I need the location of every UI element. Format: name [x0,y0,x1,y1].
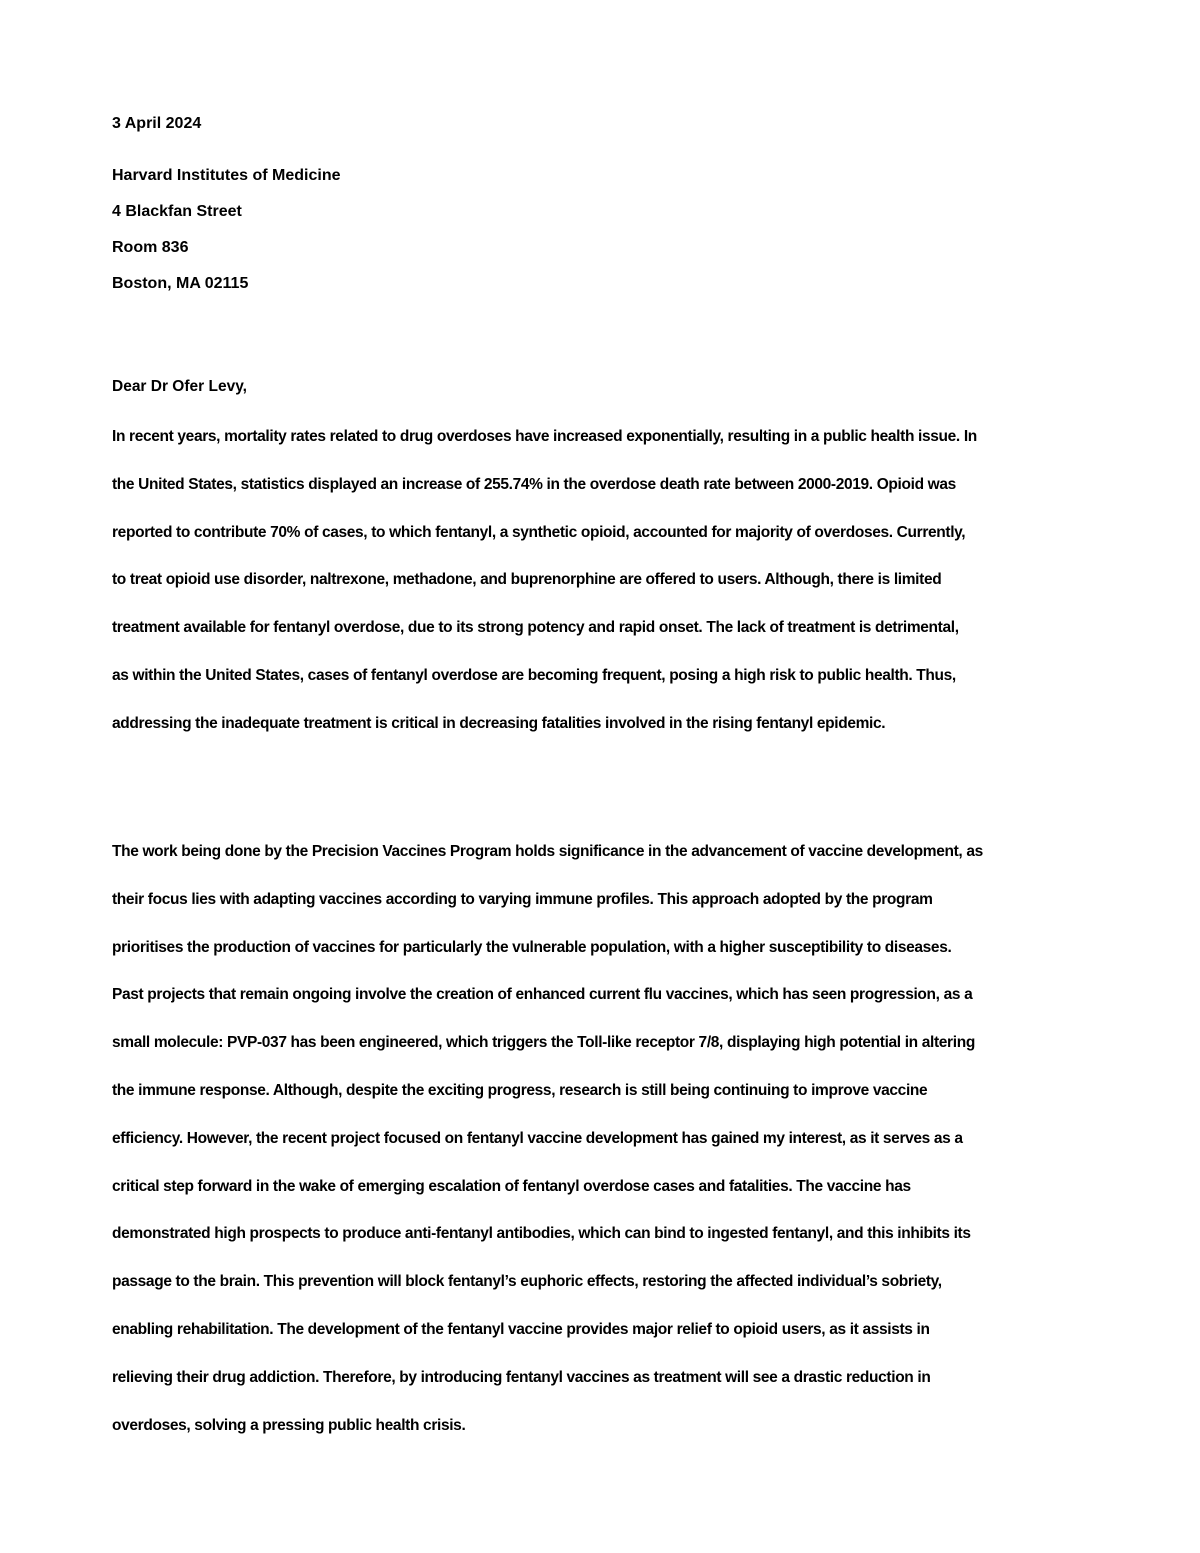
address-line-street: 4 Blackfan Street [112,203,242,220]
paragraph-line: overdoses, solving a pressing public health crisis. [112,1416,466,1434]
paragraph-line: small molecule: PVP-037 has been engineered, which triggers the Toll-like receptor 7/8, displaying high potential in altering [112,1034,975,1052]
paragraph-line: as within the United States, cases of fentanyl overdose are becoming frequent, posing a high risk to public health. Thus, [112,666,956,684]
paragraph-line: efficiency. However, the recent project focused on fentanyl vaccine development has gained my interest, as it serves as a [112,1129,963,1147]
paragraph-line: passage to the brain. This prevention will block fentanyl’s euphoric effects, restoring the affected individual’s sobriety, [112,1273,942,1291]
paragraph-line: their focus lies with adapting vaccines according to varying immune profiles. This approach adopted by the program [112,890,933,908]
address-line-room: Room 836 [112,239,189,256]
paragraph-line: Past projects that remain ongoing involve the creation of enhanced current flu vaccines, which has seen progression, as a [112,986,973,1004]
recipient-address [112,166,341,310]
paragraph-line: enabling rehabilitation. The development of the fentanyl vaccine provides major relief to opioid users, as it assists in [112,1320,930,1338]
address-line-city: Boston, MA 02115 [112,275,249,292]
paragraph-line: In recent years, mortality rates related to drug overdoses have increased exponentially, resulting in a public health issue. In [112,428,977,445]
paragraph-line: reported to contribute 70% of cases, to which fentanyl, a synthetic opioid, accounted for majority of overdoses. Currently, [112,523,966,541]
paragraph-line: demonstrated high prospects to produce anti-fentanyl antibodies, which can bind to ingested fentanyl, and this inhibits its [112,1225,971,1243]
paragraph-line: critical step forward in the wake of emerging escalation of fentanyl overdose cases and fatalities. The vaccine has [112,1177,911,1195]
body-paragraph-1 [112,427,1102,762]
paragraph-line: the United States, statistics displayed an increase of 255.74% in the overdose death rate between 2000-2019. Opioid was [112,475,956,493]
paragraph-line: The work being done by the Precision Vaccines Program holds significance in the advancement of vaccine development, as [112,843,983,860]
paragraph-line: treatment available for fentanyl overdose, due to its strong potency and rapid onset. The lack of treatment is detrimental, [112,619,959,637]
salutation: Dear Dr Ofer Levy, [112,378,247,395]
paragraph-line: relieving their drug addiction. Therefore, by introducing fentanyl vaccines as treatment will see a drastic reduction in [112,1368,931,1386]
paragraph-line: to treat opioid use disorder, naltrexone, methadone, and buprenorphine are offered to users. Although, there is limited [112,571,942,589]
address-line-institution: Harvard Institutes of Medicine [112,167,341,184]
paragraph-line: prioritises the production of vaccines for particularly the vulnerable population, with a higher susceptibility to diseases. [112,938,952,956]
body-paragraph-2 [112,842,1102,1463]
paragraph-line: the immune response. Although, despite the exciting progress, research is still being continuing to improve vaccine [112,1081,928,1099]
letter-date: 3 April 2024 [112,115,202,132]
paragraph-line: addressing the inadequate treatment is critical in decreasing fatalities involved in the rising fentanyl epidemic. [112,714,886,732]
